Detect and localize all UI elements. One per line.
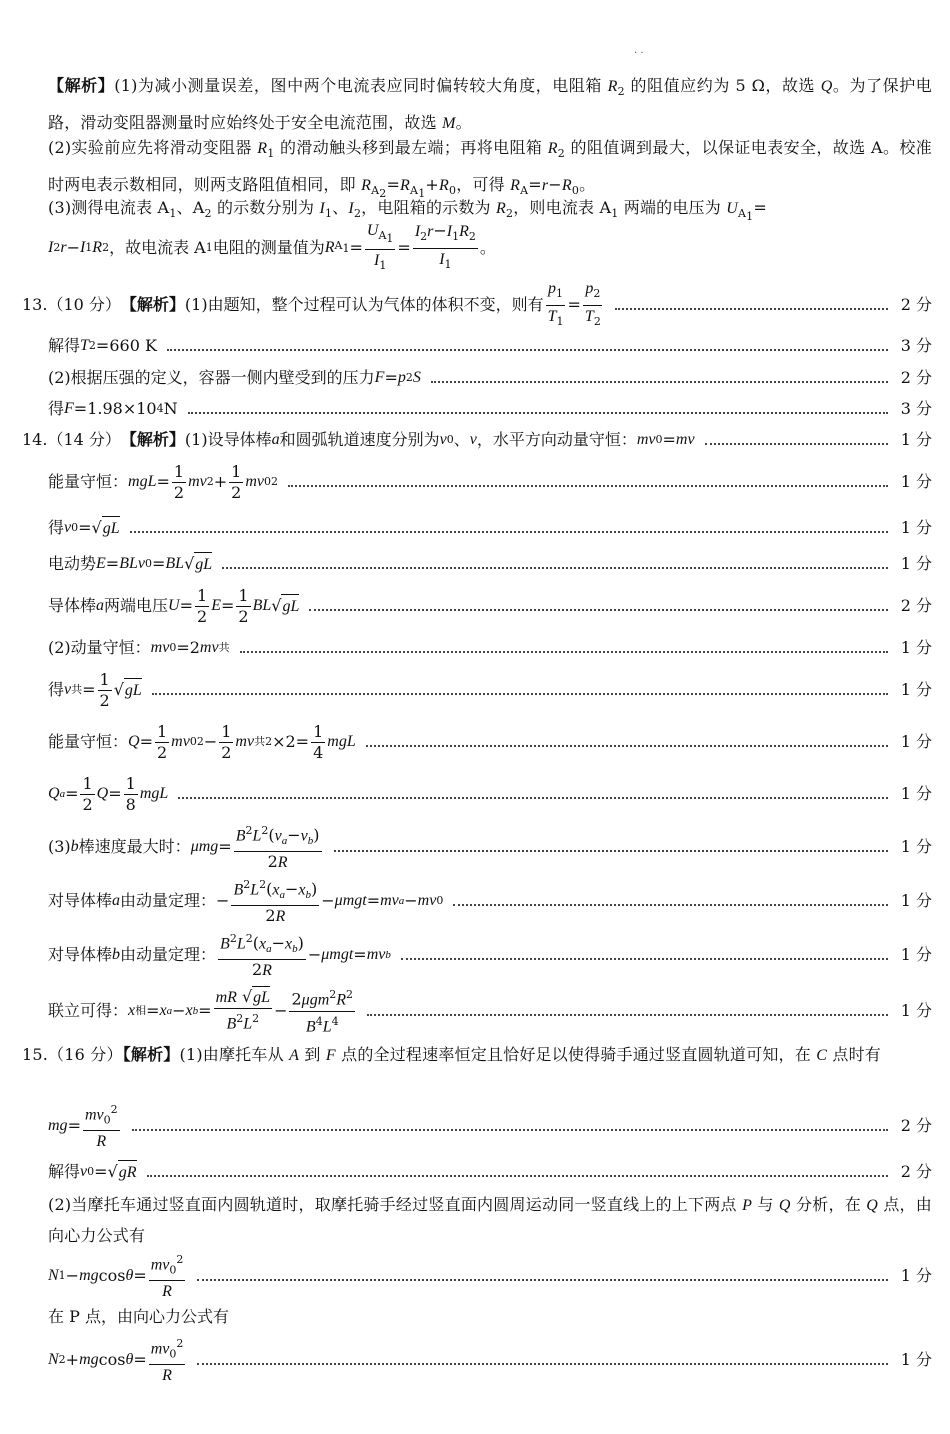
q14-score-4: 1 分	[900, 554, 932, 573]
q15-line-4: N 2 + mg cos θ = $\frac{mv_0^2}{R}$ 1 分	[48, 1338, 932, 1382]
q15-score-4: 1 分	[900, 1350, 932, 1369]
q14-line-7: 得 v 共 = $\frac{1}{2}$ √ gL 1 分	[48, 669, 932, 710]
q14-line-3: 得 v 0 =√ gL 1 分	[48, 516, 932, 540]
q15-part2: (2)当摩托车通过竖直面内圆轨道时，取摩托骑手经过竖直面内圆周运动同一竖直线上的上下两点 P 与 Q 分析，在 Q 点，由向心力公式有	[48, 1195, 932, 1245]
q14-score-11: 1 分	[900, 891, 932, 910]
q14-line-10: (3) b 棒速度最大时： μmg = $\frac{B^2L^2(v_a-v_b)}{2R}$ 1 分	[48, 824, 932, 870]
q14-score-12: 1 分	[900, 945, 932, 964]
q13-line-4: 得 F =1.98×10 4 N 3 分	[48, 399, 932, 418]
q15-intro: 15.（16 分）【解析】(1)由摩托车从 A 到 F 点的全过程速率恒定且恰好足以使得骑手通过竖直圆轨道可知，在 C 点时有	[22, 1045, 881, 1064]
q14-score-9: 1 分	[900, 784, 932, 803]
q13-line-2: 解得 T 2 =660 K 3 分	[48, 336, 932, 355]
q14-line-6: (2)动量守恒： mv 0 =2 mv 共 1 分	[48, 638, 932, 657]
q15-p-text: 在 P 点，由向心力公式有	[48, 1307, 229, 1326]
analysis-12-part3: (3)测得电流表 $A_1$、$A_2$ 的示数分别为 $I_1$、$I_2$，电阻箱的示数为 $R_2$，则电流表 $A_1$ 两端的电压为 $U_{A_1}=$	[48, 198, 767, 224]
q14-line-4: 电动势 E = BLv 0 = BL √ gL 1 分	[48, 552, 932, 576]
q14-score-2: 1 分	[900, 472, 932, 491]
q13-score-1: 2 分	[900, 295, 932, 314]
q14-score-8: 1 分	[900, 732, 932, 751]
q14-score-6: 1 分	[900, 638, 932, 657]
q15-line-1: mg = $\frac{mv_0^2}{R}$ 2 分	[48, 1104, 932, 1148]
q14-score-3: 1 分	[900, 518, 932, 537]
q14-line-11: 对导体棒 a 由动量定理：− $\frac{B^2L^2(x_a-x_b)}{2R}$ − μmgt = mv a − mv 0 1 分	[48, 878, 932, 924]
q14-line-5: 导体棒 a 两端电压 U = $\frac{1}{2}$ E = $\frac{1}{2}$ BL √ gL 2 分	[48, 585, 932, 626]
q14-score-13: 1 分	[900, 1001, 932, 1020]
q13-line-1: 13.（10 分） 【解析】 (1)由题知，整个过程可认为气体的体积不变，则有 $\frac{p_1}{T_1}$ = $\frac{p_2}{T_2}$ 2 分	[22, 280, 932, 328]
q14-line-12: 对导体棒 b 由动量定理： $\frac{B^2L^2(x_a-x_b)}{2R}$ − μmgt = mv b 1 分	[48, 932, 932, 978]
q14-score-5: 2 分	[900, 596, 932, 615]
q14-line-2: 能量守恒： mgL = $\frac{1}{2}$ mv 2 + $\frac{1}{2}$ mv 0 2 1 分	[48, 461, 932, 502]
q14-line-13: 联立可得： x 相 = x a − x b = $\frac{mR √gL}{B^2L^2}$ − $\frac{2\mu gm^2R^2}{B^4L^4}$ 1 分	[48, 988, 932, 1034]
q14-score-10: 1 分	[900, 837, 932, 856]
q13-score-4: 3 分	[900, 399, 932, 418]
q15-line-3: N 1 − mg cos θ = $\frac{mv_0^2}{R}$ 1 分	[48, 1254, 932, 1298]
q15-score-3: 1 分	[900, 1266, 932, 1285]
q15-score-1: 2 分	[900, 1116, 932, 1135]
q14-line-9: Q a = $\frac{1}{2}$ Q = $\frac{1}{8}$ mgL 1 分	[48, 773, 932, 814]
q14-score-1: 1 分	[900, 430, 932, 449]
q13-score-3: 2 分	[900, 368, 932, 387]
q15-line-2: 解得 v 0 =√ gR 2 分	[48, 1160, 932, 1184]
q14-line-8: 能量守恒： Q = $\frac{1}{2}$ mv 0 2 − $\frac{1}{2}$ mv 共 2 ×2= $\frac{1}{4}$ mgL 1 分	[48, 721, 932, 762]
page-top-mark: · ·	[634, 48, 644, 59]
q14-line-1: 14.（14 分） 【解析】 (1)设导体棒 a 和圆弧轨道速度分别为 v 0 、 v ，水平方向动量守恒： mv 0 = mv 1 分	[22, 430, 932, 449]
analysis-12-part2: (2)实验前应先将滑动变阻器 $R_1$ 的滑动触头移到最左端；再将电阻箱 $R_2$ 的阻值调到最大，以保证电表安全，故选 A。校准时两电表示数相同，则两支路阻值相同，即 $R_{A_2}=R_{A_1}+R_0$，可得 $R_A=r-R_0$。	[48, 138, 932, 201]
analysis-12-part3b: I 2 r − I 1 R 2 ，故电流表 A 1 电阻的测量值为 R $A_1$ = $\frac{U_{A_1}}{I_1}$ = $\frac{I_2r-I_1R_2}{I_1}$ 。	[48, 221, 496, 273]
q15-score-2: 2 分	[900, 1162, 932, 1181]
q13-score-2: 3 分	[900, 336, 932, 355]
analysis-12-part1: 【解析】(1)为减小测量误差，图中两个电流表应同时偏转较大角度，电阻箱 $R_2$ 的阻值应约为 5 Ω，故选 Q。为了保护电路，滑动变阻器测量时应始终处于安全电流范围，故选 M。	[48, 76, 932, 133]
q14-score-7: 1 分	[900, 680, 932, 699]
q13-line-3: (2)根据压强的定义，容器一侧内壁受到的压力 F = p 2 S 2 分	[48, 368, 932, 387]
